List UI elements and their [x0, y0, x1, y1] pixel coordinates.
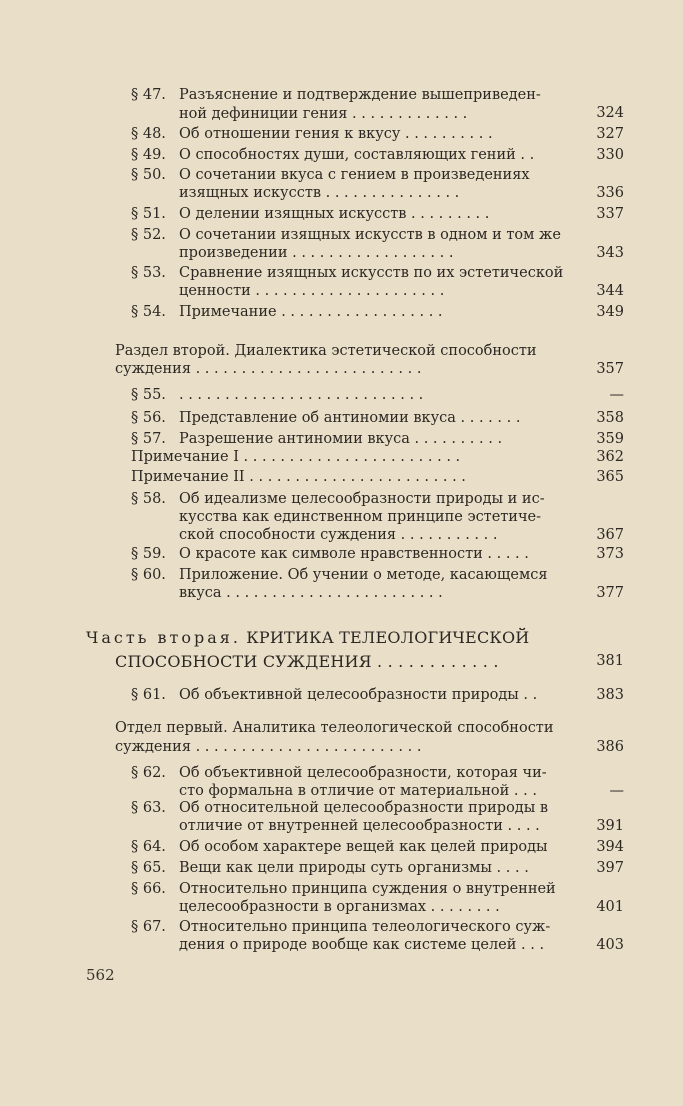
- toc-entry-65: [131, 859, 529, 878]
- page-ref: 386: [596, 739, 624, 755]
- page-ref: 365: [596, 469, 624, 485]
- entry-title-line: Представление об антиномии вкуса . . . . . . .: [179, 410, 521, 426]
- entry-title-line: Об относительной целесообразности природы в: [179, 800, 549, 816]
- section-heading-line: Отдел первый. Аналитика телеологической способности: [115, 720, 554, 736]
- page-ref: 337: [596, 206, 624, 222]
- section-number: § 64.: [131, 839, 166, 855]
- toc-entry-58: [131, 490, 545, 509]
- entry-title-line: изящных искусств . . . . . . . . . . . . . . .: [179, 185, 460, 201]
- toc-note-2: Примечание II . . . . . . . . . . . . . . . . . . . . . . . .: [131, 469, 466, 485]
- entry-title-line: Сравнение изящных искусств по их эстетической: [179, 265, 564, 281]
- entry-title-line: отличие от внутренней целесообразности . . . .: [179, 818, 540, 834]
- toc-entry-60: [131, 566, 548, 585]
- toc-entry-61: [131, 686, 537, 705]
- section-heading-line: суждения . . . . . . . . . . . . . . . . . . . . . . . . .: [115, 361, 422, 377]
- entry-title-line: Об идеализме целесообразности природы и ис-: [179, 491, 545, 507]
- entry-title-line: дения о природе вообще как системе целей . . .: [179, 937, 545, 953]
- section-number: § 56.: [131, 410, 166, 426]
- page-ref: 349: [596, 304, 624, 320]
- toc-entry-50: [131, 166, 530, 185]
- entry-title-line: Разрешение антиномии вкуса . . . . . . . . . .: [179, 431, 503, 447]
- entry-title-line: ценности . . . . . . . . . . . . . . . . . . . . .: [179, 283, 445, 299]
- toc-entry-54: [131, 303, 443, 322]
- page-ref: 357: [596, 361, 624, 377]
- toc-entry-55: [131, 386, 423, 405]
- entry-title-line: кусства как единственном принципе эстетиче-: [179, 509, 542, 525]
- entry-title-line: О сочетании вкуса с гением в произведениях: [179, 167, 530, 183]
- section-number: § 49.: [131, 147, 166, 163]
- toc-entry-59: [131, 545, 529, 564]
- entry-title-line: Примечание . . . . . . . . . . . . . . . . . .: [179, 304, 443, 320]
- entry-title-line: сто формальна в отличие от материальной . . .: [179, 783, 537, 799]
- section-number: § 55.: [131, 387, 166, 403]
- entry-title-line: Относительно принципа суждения о внутренней: [179, 881, 556, 897]
- toc-entry-52: [131, 226, 561, 245]
- entry-title-line: Об объективной целесообразности природы . .: [179, 687, 538, 703]
- page-ref: —: [609, 783, 624, 799]
- page-ref: 358: [596, 410, 624, 426]
- page-ref: 327: [596, 126, 624, 142]
- section-number: § 54.: [131, 304, 166, 320]
- section-number: § 52.: [131, 227, 166, 243]
- toc-entry-63: [131, 799, 548, 818]
- entry-title-line: Об объективной целесообразности, которая чи-: [179, 765, 547, 781]
- entry-title-line: О делении изящных искусств . . . . . . . . .: [179, 206, 490, 222]
- section-number: § 61.: [131, 687, 166, 703]
- entry-title-line: О способностях души, составляющих гений . .: [179, 147, 535, 163]
- toc-entry-57: [131, 430, 502, 449]
- toc-entry-51: [131, 205, 489, 224]
- section-number: § 50.: [131, 167, 166, 183]
- toc-entry-66: [131, 880, 556, 899]
- entry-title-line: . . . . . . . . . . . . . . . . . . . . . . . . . . .: [179, 387, 424, 403]
- page-ref: 330: [596, 147, 624, 163]
- part-heading: [86, 627, 529, 649]
- page-ref: 381: [596, 653, 624, 669]
- entry-title-line: Приложение. Об учении о методе, касающемся: [179, 567, 548, 583]
- entry-title-line: Вещи как цели природы суть организмы . . . .: [179, 860, 529, 876]
- page-ref: 403: [596, 937, 624, 953]
- section-number: § 60.: [131, 567, 166, 583]
- part-title-line: СПОСОБНОСТИ СУЖДЕНИЯ . . . . . . . . . . . .: [115, 652, 499, 671]
- page-number: 562: [86, 966, 115, 984]
- section-number: § 58.: [131, 491, 166, 507]
- toc-entry-56: [131, 409, 520, 428]
- entry-title-line: Разъяснение и подтверждение вышеприведен-: [179, 87, 541, 103]
- entry-title-line: Относительно принципа телеологического суж-: [179, 919, 551, 935]
- entry-title-line: О красоте как символе нравственности . . . . .: [179, 546, 529, 562]
- entry-title-line: Об отношении гения к вкусу . . . . . . . . . .: [179, 126, 493, 142]
- page-ref: 394: [596, 839, 624, 855]
- entry-title-line: ной дефиниции гения . . . . . . . . . . . . .: [179, 106, 468, 122]
- entry-title-line: ской способности суждения . . . . . . . . . . .: [179, 527, 498, 543]
- section-heading-line: Раздел второй. Диалектика эстетической способности: [115, 343, 537, 359]
- page-ref: 362: [596, 449, 624, 465]
- section-number: § 62.: [131, 765, 166, 781]
- section-number: § 63.: [131, 800, 166, 816]
- entry-title-line: вкуса . . . . . . . . . . . . . . . . . . . . . . . .: [179, 585, 443, 601]
- toc-entry-48: [131, 125, 493, 144]
- page-ref: 344: [596, 283, 624, 299]
- toc-entry-64: [131, 838, 548, 857]
- section-number: § 59.: [131, 546, 166, 562]
- toc-entry-62: [131, 764, 547, 783]
- toc-entry-47: [131, 86, 541, 105]
- page-ref: 401: [596, 899, 624, 915]
- section-number: § 51.: [131, 206, 166, 222]
- section-heading-line: суждения . . . . . . . . . . . . . . . . . . . . . . . . .: [115, 739, 422, 755]
- entry-title-line: О сочетании изящных искусств в одном и том же: [179, 227, 561, 243]
- page-ref: 377: [596, 585, 624, 601]
- entry-title-line: Об особом характере вещей как целей природы: [179, 839, 548, 855]
- entry-title-line: целесообразности в организмах . . . . . . . .: [179, 899, 500, 915]
- part-label: Часть вторая.: [86, 628, 241, 647]
- page-ref: 324: [596, 105, 624, 121]
- page-ref: 397: [596, 860, 624, 876]
- page-ref: 383: [596, 687, 624, 703]
- section-number: § 65.: [131, 860, 166, 876]
- section-number: § 67.: [131, 919, 166, 935]
- page-ref: 391: [596, 818, 624, 834]
- page-ref: 367: [596, 527, 624, 543]
- section-number: § 47.: [131, 87, 166, 103]
- page-ref: 343: [596, 245, 624, 261]
- page-ref: 336: [596, 185, 624, 201]
- toc-note-1: Примечание I . . . . . . . . . . . . . . . . . . . . . . . .: [131, 449, 461, 465]
- page-ref: 359: [596, 431, 624, 447]
- toc-entry-67: [131, 918, 550, 937]
- section-number: § 53.: [131, 265, 166, 281]
- section-number: § 48.: [131, 126, 166, 142]
- section-number: § 57.: [131, 431, 166, 447]
- toc-entry-53: [131, 264, 563, 283]
- part-title-line: КРИТИКА ТЕЛЕОЛОГИЧЕСКОЙ: [246, 628, 530, 647]
- section-number: § 66.: [131, 881, 166, 897]
- entry-title-line: произведении . . . . . . . . . . . . . . . . . .: [179, 245, 454, 261]
- page-ref: —: [609, 387, 624, 403]
- toc-entry-49: [131, 146, 534, 165]
- page-ref: 373: [596, 546, 624, 562]
